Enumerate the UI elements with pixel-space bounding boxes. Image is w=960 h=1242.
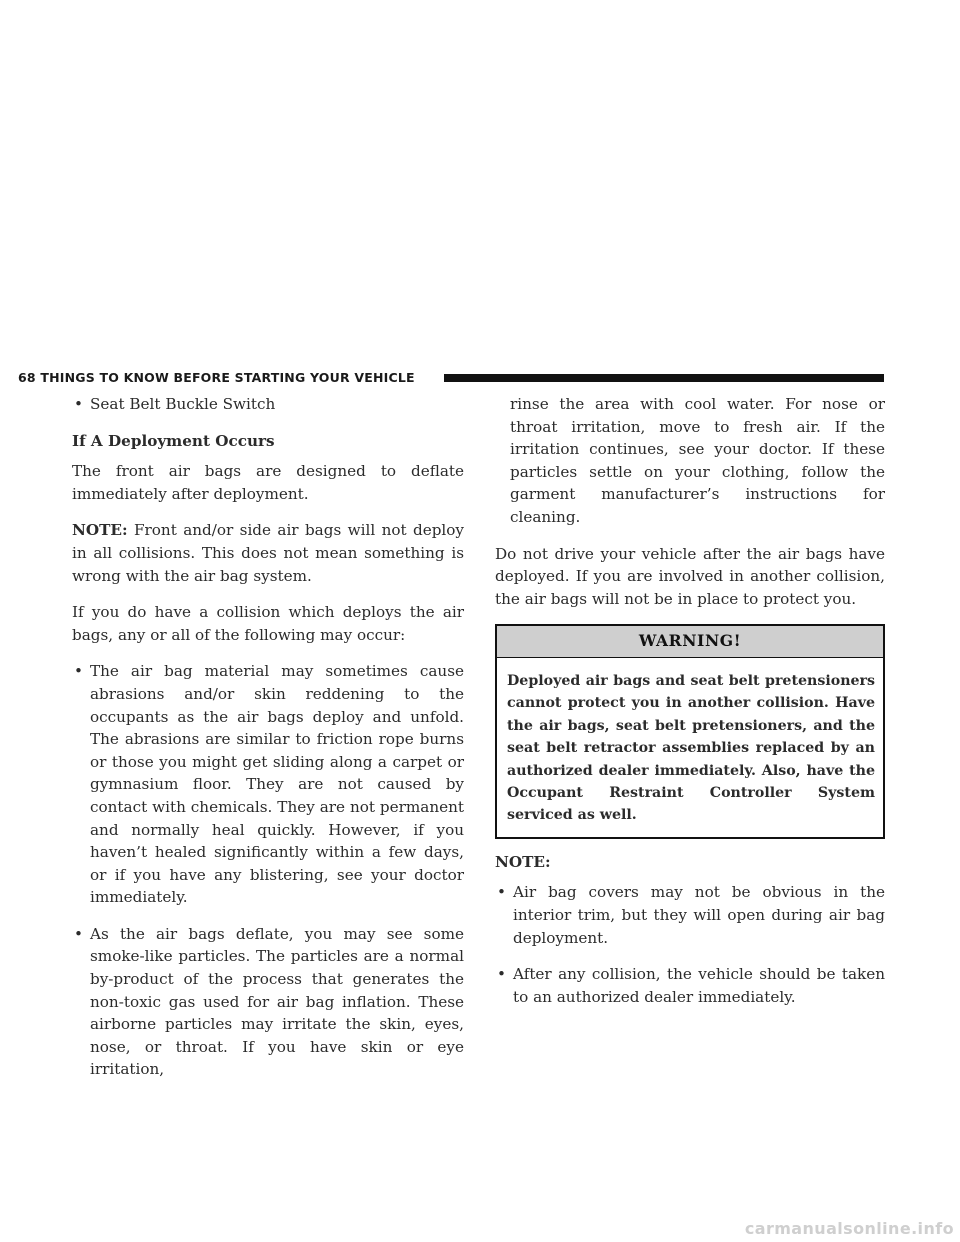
page-header-label: 68 THINGS TO KNOW BEFORE STARTING YOUR VEHICLE: [18, 370, 415, 385]
left-column: [72, 393, 464, 1095]
header-rule: [444, 374, 884, 382]
note-paragraph: [72, 519, 464, 587]
note-text: Front and/or side air bags will not deploy in all collisions. This does not mean something is wrong with the air bag system.: [72, 521, 464, 585]
right-column: [495, 393, 885, 1022]
warning-box: [495, 624, 885, 838]
bullet-after-collision: • After any collision, the vehicle should be taken to an authorized dealer immediately.: [495, 963, 885, 1008]
warning-title: WARNING!: [497, 626, 883, 658]
section-heading: If A Deployment Occurs: [72, 431, 275, 450]
bullet-airbag-material: • The air bag material may sometimes cause abrasions and/or skin reddening to the occupants as the air bags deploy and unfold. The abrasions are similar to friction rope burns or those you might get sliding along a carpet or gymnasium floor. They are not caused by contact with chemicals. They are not permanent and normally heal quickly. However, if you haven’t healed significantly within a few days, or if you have any blistering, see your doctor immediately.: [72, 660, 464, 909]
note-label: NOTE:: [72, 521, 128, 540]
note-label-2: NOTE:: [495, 852, 551, 871]
page-header: [18, 370, 884, 386]
paragraph-collision: If you do have a collision which deploys the air bags, any or all of the following may occur:: [72, 603, 464, 644]
paragraph-deflate: The front air bags are designed to deflate immediately after deployment.: [72, 462, 464, 503]
bullet-continuation: rinse the area with cool water. For nose or throat irritation, move to fresh air. If the irritation continues, see your doctor. If these particles settle on your clothing, follow the garment manufacturer’s instructions for cleaning.: [510, 395, 885, 526]
warning-text: Deployed air bags and seat belt pretensioners cannot protect you in another collision. Have the air bags, seat belt pretensioners, and the seat belt retractor assemblies replaced by an authorized dealer immediately. Also, have the Occupant Restraint Controller System serviced as well.: [507, 672, 875, 824]
paragraph-do-not-drive: Do not drive your vehicle after the air bags have deployed. If you are involved in another collision, the air bags will not be in place to protect you.: [495, 544, 885, 608]
bullet-seat-belt-buckle: • Seat Belt Buckle Switch: [72, 393, 464, 416]
site-watermark: carmanualsonline.info: [744, 1219, 954, 1238]
bullet-airbag-covers: • Air bag covers may not be obvious in the interior trim, but they will open during air bag deployment.: [495, 881, 885, 949]
bullet-airbag-deflate: • As the air bags deflate, you may see some smoke-like particles. The particles are a normal by-product of the process that generates the non-toxic gas used for air bag inflation. These airborne particles may irritate the skin, eyes, nose, or throat. If you have skin or eye irritation,: [72, 923, 464, 1081]
